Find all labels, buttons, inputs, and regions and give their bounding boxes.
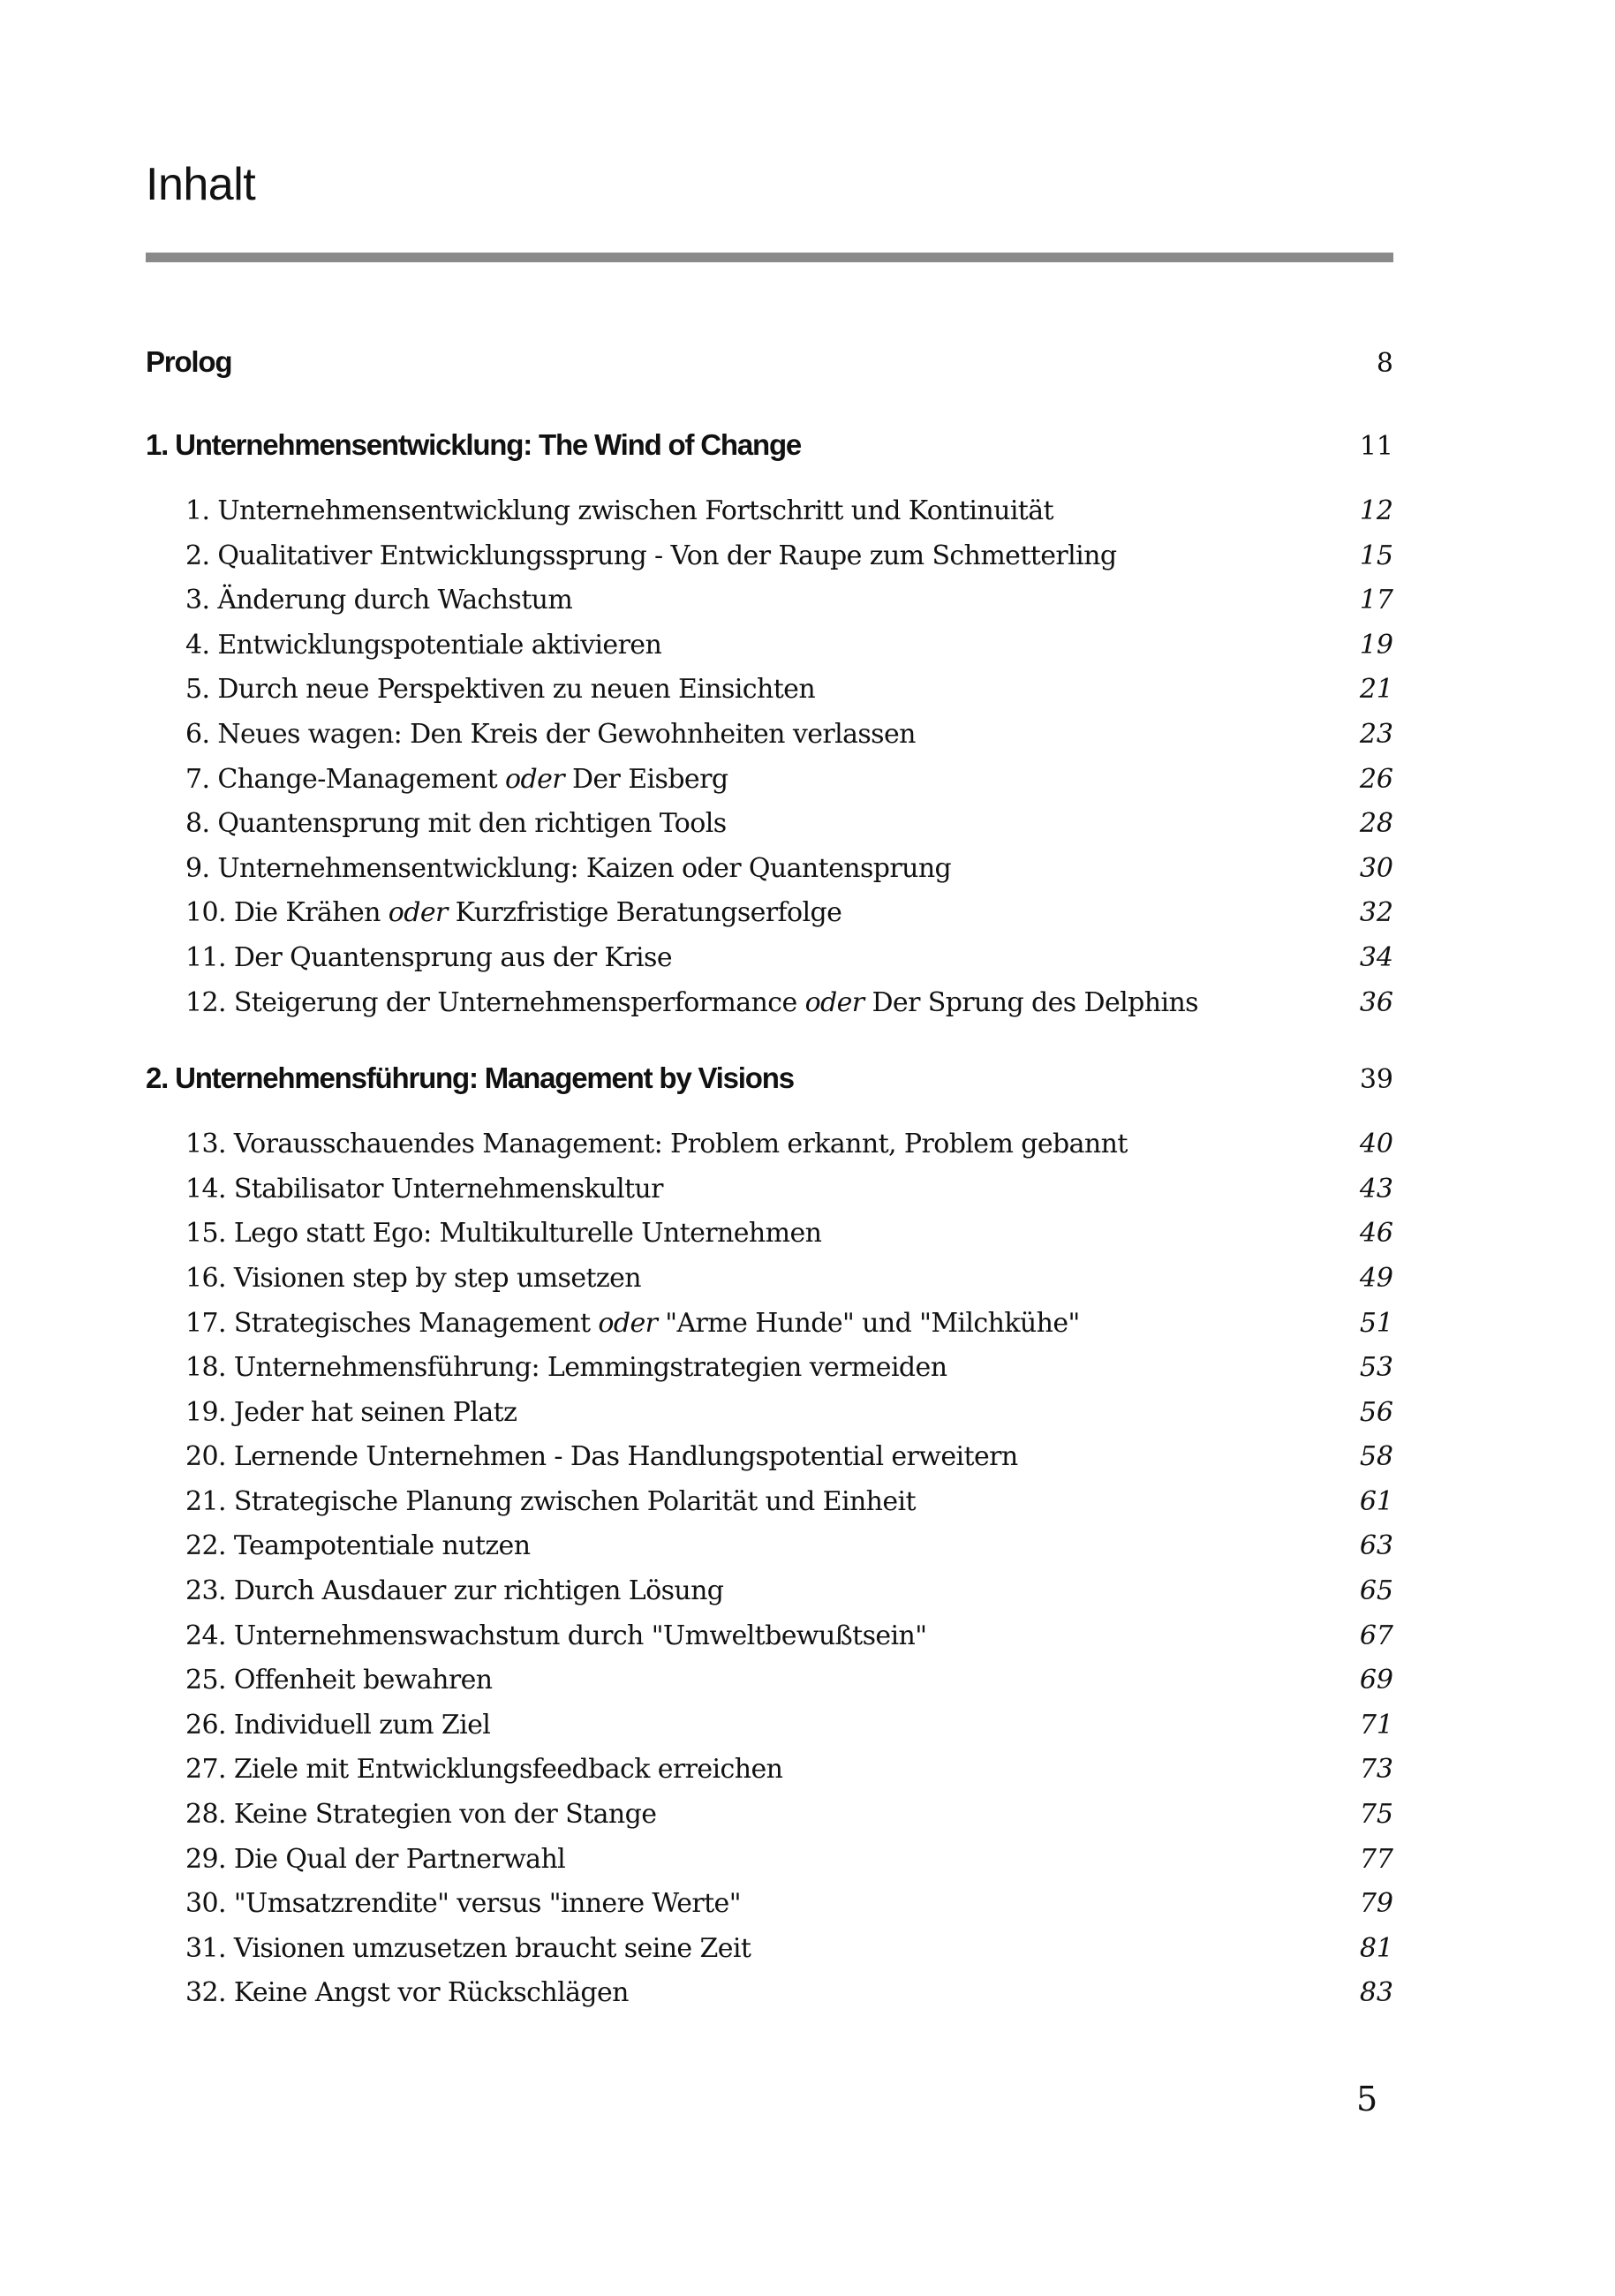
toc-chapter-title <box>185 1391 517 1436</box>
toc-chapter-entry[interactable] <box>146 1167 1393 1212</box>
toc-chapter-title <box>185 1346 947 1391</box>
toc-chapter-title <box>185 981 1198 1026</box>
toc-chapter-text: Der Sprung des Delphins <box>864 986 1198 1018</box>
toc-chapter-text: Durch neue Perspektiven zu neuen Einsichten <box>217 674 816 706</box>
toc-chapter-page: 36 <box>1359 986 1393 1018</box>
toc-chapter-number: 1. <box>185 495 210 526</box>
toc-chapter-number: 21. <box>185 1485 226 1517</box>
toc-chapter-text: Qualitativer Entwicklungssprung - Von der Raupe zum Schmetterling <box>217 540 1117 571</box>
toc-chapter-text: Strategisches Management <box>233 1307 599 1339</box>
toc-chapter-text: Quantensprung mit den richtigen Tools <box>217 808 727 840</box>
toc-chapter-entry[interactable] <box>146 1971 1393 2016</box>
toc-chapter-page: 19 <box>1359 629 1393 661</box>
toc-chapter-number: 11. <box>185 941 226 973</box>
toc-chapter-text: Lernende Unternehmen - Das Handlungspotential erweitern <box>233 1441 1018 1473</box>
toc-chapter-title <box>185 1569 723 1614</box>
toc-chapter-text: Änderung durch Wachstum <box>217 585 573 616</box>
toc-chapter-number: 16. <box>185 1262 226 1294</box>
toc-chapter-entry[interactable] <box>146 1302 1393 1347</box>
toc-emphasis: oder <box>598 1307 658 1339</box>
toc-chapter-entry[interactable] <box>146 1480 1393 1525</box>
toc-chapter-page: 77 <box>1359 1843 1393 1875</box>
toc-chapter-number: 22. <box>185 1530 226 1562</box>
toc-chapter-text: "Arme Hunde" und "Milchkühe" <box>657 1307 1080 1339</box>
toc-chapter-text: Die Krähen <box>233 897 389 929</box>
toc-chapter-title <box>185 1167 663 1212</box>
toc-chapter-number: 25. <box>185 1665 226 1696</box>
toc-chapter-text: Vorausschauendes Management: Problem erkannt, Problem gebannt <box>233 1129 1128 1160</box>
toc-chapter-title <box>185 758 728 803</box>
toc-chapter-page: 17 <box>1359 585 1393 616</box>
toc-chapter-number: 6. <box>185 718 210 750</box>
toc-chapter-text: Kurzfristige Beratungserfolge <box>447 897 842 929</box>
toc-chapter-title <box>185 578 572 623</box>
toc-chapter-page: 58 <box>1359 1441 1393 1473</box>
toc-chapter-page: 75 <box>1359 1799 1393 1831</box>
toc-chapter-entry[interactable] <box>146 802 1393 847</box>
toc-chapter-text: Steigerung der Unternehmensperformance <box>233 986 805 1018</box>
toc-prolog-label: Prolog <box>146 345 232 378</box>
toc-chapter-title <box>185 1435 1018 1480</box>
table-of-contents <box>146 343 1393 2016</box>
toc-prolog[interactable] <box>146 343 1393 381</box>
toc-chapter-entry[interactable] <box>146 1748 1393 1793</box>
toc-chapter-text: Der Quantensprung aus der Krise <box>233 941 672 973</box>
toc-chapter-title <box>185 1658 492 1703</box>
toc-chapter-text: Unternehmensführung: Lemmingstrategien vermeiden <box>233 1352 947 1384</box>
toc-chapter-page: 61 <box>1359 1485 1393 1517</box>
toc-chapter-number: 9. <box>185 852 210 884</box>
toc-chapter-text: Neues wagen: Den Kreis der Gewohnheiten verlassen <box>217 718 916 750</box>
toc-chapter-entry[interactable] <box>146 1435 1393 1480</box>
toc-chapter-title <box>185 1882 741 1927</box>
toc-chapter-title <box>185 668 815 713</box>
toc-chapter-number: 17. <box>185 1307 226 1339</box>
toc-chapter-page: 23 <box>1359 718 1393 750</box>
toc-chapter-title <box>185 1524 530 1569</box>
toc-chapter-text: Unternehmensentwicklung zwischen Fortschritt und Kontinuität <box>217 495 1054 526</box>
toc-chapter-title <box>185 1971 629 2016</box>
toc-chapter-page: 46 <box>1359 1218 1393 1250</box>
page-title: Inhalt <box>146 159 256 210</box>
toc-chapter-number: 19. <box>185 1396 226 1428</box>
toc-chapter-page: 26 <box>1359 763 1393 795</box>
toc-chapter-number: 32. <box>185 1977 226 2009</box>
title-rule <box>146 253 1393 262</box>
toc-chapter-title <box>185 1257 641 1302</box>
toc-chapter-page: 32 <box>1359 897 1393 929</box>
toc-chapter-title <box>185 936 672 981</box>
toc-chapter-text: Visionen umzusetzen braucht seine Zeit <box>233 1932 751 1964</box>
toc-chapter-page: 28 <box>1359 808 1393 840</box>
toc-section-heading[interactable] <box>146 1059 1393 1098</box>
toc-chapter-page: 67 <box>1359 1620 1393 1651</box>
toc-chapter-entry[interactable] <box>146 981 1393 1026</box>
toc-chapter-page: 12 <box>1359 495 1393 526</box>
toc-chapter-entry[interactable] <box>146 1524 1393 1569</box>
toc-chapter-title <box>185 891 841 936</box>
toc-chapter-title <box>185 802 727 847</box>
toc-chapter-page: 43 <box>1359 1173 1393 1205</box>
toc-chapter-page: 15 <box>1359 540 1393 571</box>
toc-chapter-entry[interactable] <box>146 623 1393 668</box>
toc-chapter-entry[interactable] <box>146 1703 1393 1748</box>
toc-chapter-title <box>185 1212 821 1257</box>
toc-prolog-page: 8 <box>1376 348 1393 379</box>
toc-chapter-title <box>185 713 916 758</box>
toc-chapter-title <box>185 1122 1128 1167</box>
toc-chapter-number: 8. <box>185 808 210 840</box>
toc-chapter-text: Entwicklungspotentiale aktivieren <box>217 629 662 661</box>
toc-chapter-page: 81 <box>1359 1932 1393 1964</box>
toc-chapter-number: 23. <box>185 1575 226 1607</box>
toc-chapter-entry[interactable] <box>146 1122 1393 1167</box>
toc-chapter-entry[interactable] <box>146 1569 1393 1614</box>
toc-section-label: 1. Unternehmensentwicklung: The Wind of Change <box>146 428 802 461</box>
toc-chapter-title <box>185 847 951 892</box>
toc-emphasis: oder <box>388 897 448 929</box>
toc-chapter-number: 30. <box>185 1888 226 1920</box>
toc-chapter-entry[interactable] <box>146 668 1393 713</box>
toc-chapter-page: 73 <box>1359 1754 1393 1786</box>
toc-chapter-number: 18. <box>185 1352 226 1384</box>
toc-chapter-title <box>185 1748 782 1793</box>
toc-chapter-page: 69 <box>1359 1665 1393 1696</box>
toc-chapter-text: Unternehmensentwicklung: Kaizen oder Quantensprung <box>217 852 952 884</box>
toc-chapter-number: 4. <box>185 629 210 661</box>
toc-chapter-entry[interactable] <box>146 1838 1393 1883</box>
toc-chapter-text: Individuell zum Ziel <box>233 1709 491 1741</box>
toc-chapter-title <box>185 1793 656 1838</box>
toc-chapter-page: 65 <box>1359 1575 1393 1607</box>
toc-chapter-entry[interactable] <box>146 1882 1393 1927</box>
toc-chapter-title <box>185 1703 490 1748</box>
toc-chapter-page: 53 <box>1359 1352 1393 1384</box>
toc-section-heading[interactable] <box>146 426 1393 464</box>
toc-chapter-text: Keine Strategien von der Stange <box>233 1799 657 1831</box>
toc-emphasis: oder <box>804 986 864 1018</box>
toc-chapter-entry[interactable] <box>146 1927 1393 1972</box>
toc-chapter-number: 28. <box>185 1799 226 1831</box>
toc-chapter-text: Jeder hat seinen Platz <box>233 1396 517 1428</box>
toc-chapter-number: 20. <box>185 1441 226 1473</box>
toc-chapter-entry[interactable] <box>146 936 1393 981</box>
toc-chapter-entry[interactable] <box>146 1212 1393 1257</box>
toc-chapter-entry[interactable] <box>146 758 1393 803</box>
toc-chapter-title <box>185 534 1116 579</box>
toc-chapter-number: 7. <box>185 763 210 795</box>
toc-section-page: 11 <box>1359 431 1393 462</box>
toc-chapter-text: Offenheit bewahren <box>233 1665 493 1696</box>
toc-chapter-entry[interactable] <box>146 1346 1393 1391</box>
toc-chapter-page: 56 <box>1359 1396 1393 1428</box>
toc-chapter-entry[interactable] <box>146 1391 1393 1436</box>
toc-chapter-text: Visionen step by step umsetzen <box>233 1262 642 1294</box>
toc-chapter-page: 83 <box>1359 1977 1393 2009</box>
toc-chapter-number: 29. <box>185 1843 226 1875</box>
toc-chapter-number: 10. <box>185 897 226 929</box>
toc-chapter-number: 31. <box>185 1932 226 1964</box>
toc-chapter-text: Teampotentiale nutzen <box>233 1530 531 1562</box>
toc-chapter-page: 71 <box>1359 1709 1393 1741</box>
toc-chapter-text: Durch Ausdauer zur richtigen Lösung <box>233 1575 724 1607</box>
toc-chapter-entry[interactable] <box>146 534 1393 579</box>
toc-chapter-title <box>185 1302 1080 1347</box>
toc-chapter-title <box>185 489 1053 534</box>
toc-chapter-number: 12. <box>185 986 226 1018</box>
toc-chapter-page: 51 <box>1359 1307 1393 1339</box>
toc-chapter-number: 13. <box>185 1129 226 1160</box>
toc-chapter-text: Lego statt Ego: Multikulturelle Unternehmen <box>233 1218 822 1250</box>
toc-chapter-page: 79 <box>1359 1888 1393 1920</box>
toc-chapter-text: Die Qual der Partnerwahl <box>233 1843 566 1875</box>
toc-chapter-text: Der Eisberg <box>564 763 728 795</box>
toc-chapter-text: Ziele mit Entwicklungsfeedback erreichen <box>233 1754 783 1786</box>
toc-chapter-entry[interactable] <box>146 1658 1393 1703</box>
toc-chapter-entry[interactable] <box>146 1614 1393 1659</box>
toc-chapter-entry[interactable] <box>146 713 1393 758</box>
toc-chapter-number: 26. <box>185 1709 226 1741</box>
toc-chapter-number: 2. <box>185 540 210 571</box>
toc-chapter-text: Unternehmenswachstum durch "Umweltbewußtsein" <box>233 1620 927 1651</box>
toc-chapter-number: 5. <box>185 674 210 706</box>
toc-chapter-text: Keine Angst vor Rückschlägen <box>233 1977 629 2009</box>
toc-chapter-page: 34 <box>1359 941 1393 973</box>
toc-chapter-page: 63 <box>1359 1530 1393 1562</box>
toc-section-label: 2. Unternehmensführung: Management by Visions <box>146 1061 794 1095</box>
toc-chapter-number: 3. <box>185 585 210 616</box>
toc-chapter-number: 14. <box>185 1173 226 1205</box>
toc-chapter-text: "Umsatzrendite" versus "innere Werte" <box>233 1888 741 1920</box>
toc-chapter-title <box>185 623 661 668</box>
toc-chapter-number: 15. <box>185 1218 226 1250</box>
toc-chapter-entry[interactable] <box>146 1793 1393 1838</box>
toc-chapter-entry[interactable] <box>146 578 1393 623</box>
toc-chapter-title <box>185 1480 916 1525</box>
toc-chapter-title <box>185 1614 926 1659</box>
toc-chapter-text: Strategische Planung zwischen Polarität und Einheit <box>233 1485 916 1517</box>
toc-chapter-title <box>185 1927 751 1972</box>
toc-sections <box>146 426 1393 2016</box>
toc-chapter-page: 21 <box>1359 674 1393 706</box>
toc-chapter-entry[interactable] <box>146 1257 1393 1302</box>
toc-chapter-title <box>185 1838 565 1883</box>
toc-chapter-page: 49 <box>1359 1262 1393 1294</box>
toc-chapter-text: Change-Management <box>217 763 506 795</box>
toc-chapter-number: 24. <box>185 1620 226 1651</box>
page-number: 5 <box>1356 2080 1378 2119</box>
toc-chapter-entry[interactable] <box>146 891 1393 936</box>
toc-section-page: 39 <box>1359 1064 1393 1096</box>
toc-emphasis: oder <box>505 763 565 795</box>
toc-chapter-entry[interactable] <box>146 489 1393 534</box>
toc-chapter-number: 27. <box>185 1754 226 1786</box>
toc-chapter-entry[interactable] <box>146 847 1393 892</box>
toc-chapter-text: Stabilisator Unternehmenskultur <box>233 1173 663 1205</box>
toc-chapter-page: 40 <box>1359 1129 1393 1160</box>
toc-chapter-page: 30 <box>1359 852 1393 884</box>
